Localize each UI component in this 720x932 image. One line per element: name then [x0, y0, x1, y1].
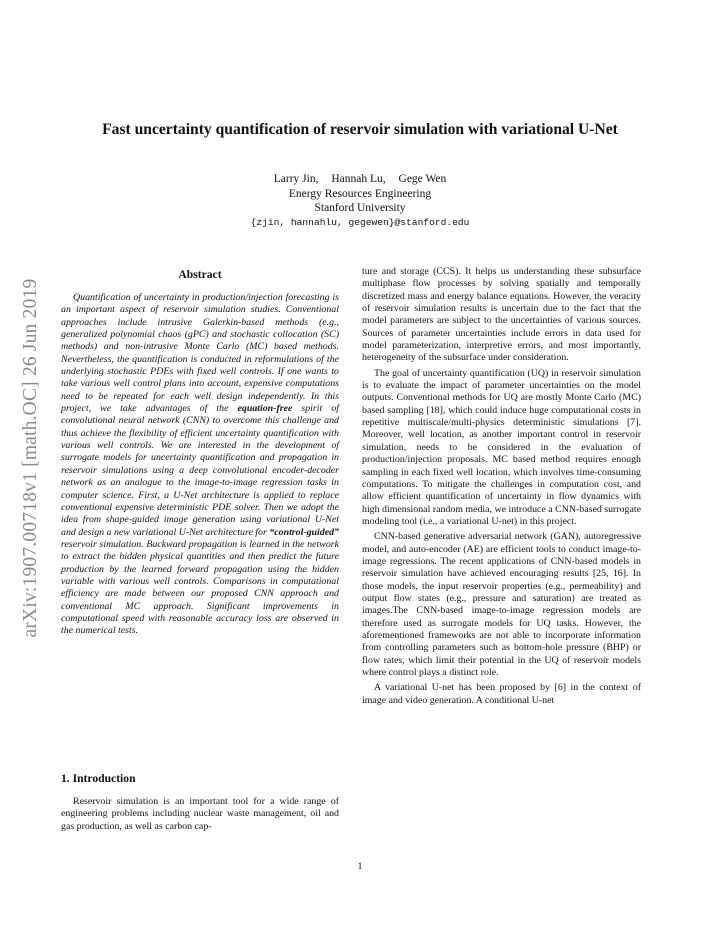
abstract-paragraph	[61, 292, 339, 638]
abstract-heading: Abstract	[178, 268, 222, 281]
arxiv-stamp	[16, 235, 46, 680]
university: Stanford University	[314, 202, 406, 214]
abstract-emphasis-1: equation-free	[237, 403, 293, 415]
author-block	[0, 172, 720, 230]
intro-paragraph: Reservoir simulation is an important tool for a wide range of engineering problems including nuclear waste management, oil and gas production, as well as carbon cap-	[61, 796, 339, 832]
affiliation: Energy Resources Engineering	[288, 187, 432, 200]
intro-body	[61, 796, 339, 836]
author-name: Hannah Lu,	[331, 173, 386, 185]
right-column	[362, 266, 641, 710]
body-paragraph: A variational U-net has been proposed by [6] in the context of image and video generation. A conditional U-net	[362, 682, 641, 706]
abstract-text-2: spirit of convolutional neural network (CNN) to overcome this challenge and thus achieve the flexibility of efficient uncertainty quantification with various well controls. We are interested in the development of surrogate models for uncertainty quantification and propagation in reservoir simulations using a deep convolutional encoder-decoder network as an analogue to the image-to-image regression tasks in computer science. First, a U-Net architecture is applied to replace conventional expensive deterministic PDE solver. Then we adopt the idea from shape-guided image generation using variational U-Net and design a new variational U-Net architecture for	[61, 403, 339, 538]
arxiv-stamp-text: arXiv:1907.00718v1 [math.OC] 26 Jun 2019	[20, 278, 41, 637]
body-paragraph: ture and storage (CCS). It helps us understanding these subsurface multiphase flow processes by solving spatially and temporally discretized mass and energy balance equations. However, the veracity of reservoir simulation results is uncertain due to the fact that the model parameters are subject to the uncertainties of various sources. Sources of parameter uncertainties include errors in data used for model parameterization, interpretive errors, and most importantly, heterogeneity of the subsurface under consideration.	[362, 266, 641, 364]
author-names	[0, 172, 720, 187]
page-number: 1	[357, 861, 363, 872]
abstract-text-3: reservoir simulation. Backward propagation is learned in the network to extract the hidden physical quantities and then predict the future production by the learned forward propagation using the hidden variable with various well controls. Comparisons in computational efficiency are made between our proposed CNN approach and conventional MC approach. Significant improvements in computational speed with reasonable accuracy loss are observed in the numerical tests.	[61, 538, 339, 637]
body-paragraph: CNN-based generative adversarial network (GAN), autoregressive model, and auto-encoder (AE) are efficient tools to conduct image-to-image regressions. The recent applications of CNN-based models in reservoir simulation have achieved encouraging results [25, 16]. In those models, the input reservoir properties (e.g., permeability) and output flow states (e.g., pressure and saturation) are treated as images.The CNN-based image-to-image regression models are therefore used as surrogate models for UQ tasks. However, the aforementioned frameworks are not able to incorporate information from controlling parameters such as bottom-hole pressure (BHP) or flow rates, which limit their potential in the UQ of reservoir models where control plays a distinct role.	[362, 531, 641, 678]
body-paragraph: The goal of uncertainty quantification (UQ) in reservoir simulation is to evaluate the impact of parameter uncertainties on the model outputs. Conventional methods for UQ are mostly Monte Carlo (MC) based sampling [18], which could induce huge computational costs in repetitive multiscale/multi-physics deterministic simulations [7]. Moreover, well location, as another important control in reservoir simulation, needs to be considered in the evaluation of production/injection proposals. MC based method requires enough sampling in each fixed well location, which involves time-consuming computations. To mitigate the challenges in computation cost, and allow efficient quantification of uncertainty in flow dynamics with high dimensional random media, we introduce a CNN-based surrogate modeling tool (i.e., a variational U-net) in this project.	[362, 367, 641, 527]
section-heading-introduction: 1. Introduction	[61, 772, 136, 785]
abstract-text-1: Quantification of uncertainty in production/injection forecasting is an important aspect of reservoir simulation studies. Conventional approaches include intrusive Galerkin-based methods (e.g., generalized polynomial chaos (gPC) and stochastic collocation (SC) methods) and non-intrusive Monte Carlo (MC) based methods. Nevertheless, the quantification is conducted in reformulations of the underlying stochastic PDEs with fixed well controls. If one wants to take various well control plans into account, expensive computations need to be repeated for each well design independently. In this project, we take advantages of the	[61, 292, 339, 415]
abstract-body	[61, 292, 339, 641]
abstract-emphasis-2: “control-guided”	[269, 526, 339, 538]
author-email: {zjin, hannahlu, gegewen}@stanford.edu	[250, 216, 470, 228]
author-name: Larry Jin,	[273, 173, 319, 185]
author-name: Gege Wen	[398, 173, 447, 185]
paper-title: Fast uncertainty quantification of reservoir simulation with variational U-Net	[102, 121, 618, 138]
